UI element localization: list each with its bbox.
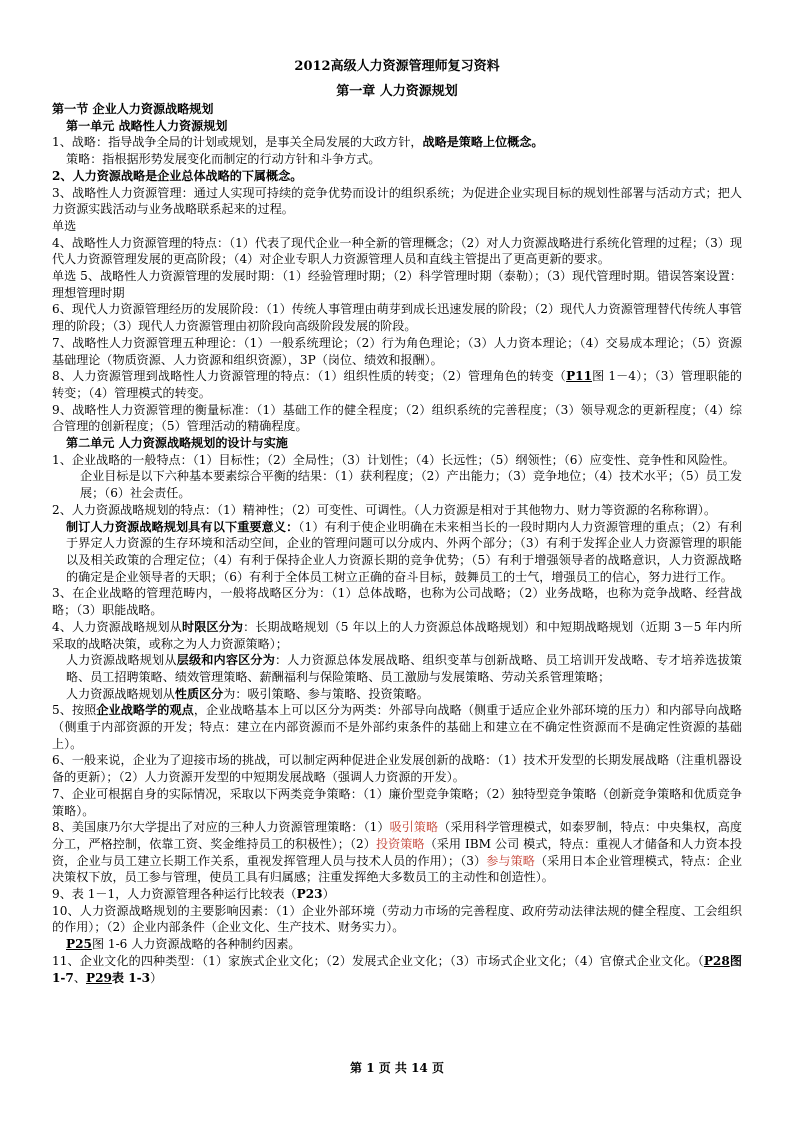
text-run: 性质区分: [174, 686, 224, 701]
text-run: 层级和内容区分为: [176, 653, 276, 668]
paragraph: [52, 652, 742, 685]
paragraph: [52, 468, 742, 501]
text-run: 2、人力资源战略是企业总体战略的下属概念。: [52, 168, 303, 183]
text-run: 3、战略性人力资源管理：通过人实现可持续的竞争优势而设计的组织系统；为促进企业实现目标的规划性部署与活动方式；把人力资源实践活动与业务战略联系起来的过程。: [52, 185, 742, 217]
paragraph: [52, 886, 742, 903]
text-run: 11、企业文化的四种类型：（1）家族式企业文化；（2）发展式企业文化；（3）市场式企业文化；（4）官僚式企业文化。（: [52, 953, 704, 968]
text-run: 4、人力资源战略规划从: [52, 619, 182, 634]
text-run: （采用 IBM 公司 模式，特点：重视人才储备和人力资本投资，企业与员工建立长期工作关系，重视发挥管理人员与技术人员的作用）；（3）: [52, 836, 742, 868]
text-run: 9、表 1－1，人力资源管理各种运行比较表（: [52, 887, 297, 902]
document-title: 2012高级人力资源管理师复习资料: [294, 59, 500, 74]
text-run: 9、战略性人力资源管理的衡量标准：（1）基础工作的健全程度；（2）组织系统的完善程度；（3）领导观念的更新程度；（4）综合管理的创新程度；（5）管理活动的精确程度。: [52, 402, 742, 434]
text-run: 制订人力资源战略规划具有以下重要意义：: [66, 519, 299, 534]
text-run: （采用科学管理模式，如泰罗制，特点：中央集权，高度分工，严格控制，依靠工资、奖金维持员工的积极性）；（2）: [52, 820, 742, 851]
text-run: 、: [73, 970, 86, 985]
chapter-title: 第一章 人力资源规划: [336, 84, 458, 99]
unit-heading: [52, 435, 742, 452]
text-run: P25: [66, 937, 92, 952]
text-run: 6、现代人力资源管理经历的发展阶段：（1）传统人事管理由萌芽到成长迅速发展的阶段；（2）现代人力资源管理替代传统人事管理的阶段；（3）现代人力资源管理由初阶段向高级阶段发展的阶段。: [52, 302, 742, 334]
text-run: 7、战略性人力资源管理五种理论：（1）一般系统理论；（2）行为角色理论；（3）人力资本理论；（4）交易成本理论；（5）资源基础理论（物质资源、人力资源和组织资源），3P（岗位、绩效和报酬）。: [52, 335, 742, 367]
text-run: 8、人力资源管理到战略性人力资源管理的特点：（1）组织性质的转变；（2）管理角色的转变（: [52, 369, 567, 384]
text-run: ：人力资源总体发展战略、组织变革与创新战略、员工培训开发战略、专才培养选拔策略、员工招聘策略、绩效管理策略、薪酬福利与保险策略、员工激励与发展策略、劳动关系管理策略；: [66, 653, 742, 684]
text-run: 策略：指根据形势发展变化而制定的行动方针和斗争方式。: [66, 152, 381, 167]
text-run: 1、战略：指导战争全局的计划或规划，是事关全局发展的大政方针，: [52, 135, 423, 150]
paragraph: [52, 235, 742, 268]
text-run: 吸引策略: [389, 820, 439, 835]
paragraph: [52, 185, 742, 218]
paragraph: [52, 402, 742, 435]
text-run: 4、战略性人力资源管理的特点：（1）代表了现代企业一种全新的管理概念；（2）对人力资源战略进行系统化管理的过程；（3）现代人力资源管理发展的更高阶段；（4）对企业专职人力资源管理人员和直线主管提出了更高更新的要求。: [52, 235, 742, 267]
paragraph: [52, 268, 742, 301]
paragraph: [52, 368, 742, 401]
text-run: P29: [85, 970, 112, 985]
text-run: 图 1-6 人力资源战略的各种制约因素。: [91, 937, 301, 952]
paragraph: [52, 936, 742, 953]
paragraph: [52, 752, 742, 785]
text-run: 图 1-7: [52, 953, 742, 985]
text-run: P28: [703, 953, 730, 968]
text-run: ）: [322, 887, 335, 902]
text-run: 企业战略学的观点: [96, 703, 194, 718]
text-run: 10、人力资源战略规划的主要影响因素：（1）企业外部环境（劳动力市场的完善程度、政府劳动法律法规的健全程度、工会组织的作用）；（2）企业内部条件（企业文化、生产技术、财务实力）。: [52, 903, 742, 935]
text-run: 战略是策略上位概念。: [422, 135, 544, 150]
text-run: （1）有利于使企业明确在未来相当长的一段时期内人力资源管理的重点；（2）有利于界定人力资源的生存环境和活动空间，企业的管理问题可以分成内、外两个部分；（3）有利于发挥企业人力资源管理的职能以及相关政策的合理定位；（4）有利于保持企业人力资源长期的竞争优势；（5）有利于增强领导者的战略意识，人力资源战略的确定是企业领导者的天职；（6）有利于全体员工树立正确的奋斗目标，鼓舞员工的士气，增强员工的信心，努力进行工作。: [66, 519, 742, 584]
section-heading: [52, 101, 742, 118]
paragraph: [52, 702, 742, 752]
page-footer: 第 1 页 共 14 页: [350, 1061, 444, 1075]
paragraph: [52, 686, 742, 703]
paragraph: [52, 301, 742, 334]
paragraph: [52, 903, 742, 936]
paragraph: [52, 151, 742, 168]
text-run: 第一单元 战略性人力资源规划: [66, 118, 228, 133]
text-run: 表 1-3: [111, 970, 151, 985]
text-run: ，企业战略基本上可以区分为两类：外部导向战略（侧重于适应企业外部环境的压力）和内部导向战略（侧重于内部资源的开发；特点：建立在内部资源而不是外部约束条件的基础上和建立在不确定性资源而不是确定性资源的基础上）。: [52, 703, 742, 751]
text-run: 投资策略: [375, 836, 425, 851]
paragraph: [52, 619, 742, 652]
text-run: 7、企业可根据自身的实际情况，采取以下两类竞争策略：（1）廉价型竞争策略；（2）独特型竞争策略（创新竞争策略和优质竞争策略）。: [52, 786, 742, 818]
unit-heading: [52, 118, 742, 135]
paragraph: [52, 819, 742, 886]
text-run: 3、在企业战略的管理范畴内，一般将战略区分为：（1）总体战略，也称为公司战略；（2）业务战略，也称为竞争战略、经营战略；（3）职能战略。: [52, 586, 742, 618]
paragraph: [52, 786, 742, 819]
document-page: [52, 58, 742, 986]
paragraph: [52, 168, 742, 185]
paragraph: [52, 953, 742, 986]
text-run: 单选: [52, 218, 77, 233]
text-run: 6、一般来说，企业为了迎接市场的挑战，可以制定两种促进企业发展创新的战略：（1）技术开发型的长期发展战略（注重机器设备的更新）；（2）人力资源开发型的中短期发展战略（强调人力资源的开发）。: [52, 753, 742, 785]
paragraph: [52, 335, 742, 368]
text-run: 8、美国康乃尔大学提出了对应的三种人力资源管理策略：（1）: [52, 820, 390, 835]
text-run: 第二单元 人力资源战略规划的设计与实施: [66, 436, 288, 451]
paragraph: [52, 134, 742, 151]
text-run: 图 1－4）；（3）管理职能的转变；（4）管理模式的转变。: [52, 369, 742, 400]
text-run: 时限区分为: [181, 619, 244, 634]
text-run: 参与策略: [486, 853, 535, 868]
text-run: 人力资源战略规划从: [66, 653, 177, 668]
text-run: P11: [566, 369, 592, 384]
text-run: 1、企业战略的一般特点：（1）目标性；（2）全局性；（3）计划性；（4）长远性；（5）纲领性；（6）应变性、竞争性和风险性。: [52, 452, 735, 467]
document-body: [52, 101, 742, 986]
paragraph: [52, 452, 742, 469]
text-run: 人力资源战略规划从: [66, 686, 175, 701]
text-run: 5、按照: [52, 703, 97, 718]
text-run: 2、人力资源战略规划的特点：（1）精神性；（2）可变性、可调性。（人力资源是相对于其他物力、财力等资源的名称称谓）。: [52, 502, 717, 517]
text-run: 为：吸引策略、参与策略、投资策略。: [223, 686, 429, 701]
text-run: 第一节 企业人力资源战略规划: [52, 102, 214, 116]
text-run: ：长期战略规划（5 年以上的人力资源总体战略规划）和中短期战略规划（近期 3－5 年内所采取的战略决策，或称之为人力资源策略）；: [52, 619, 742, 651]
text-run: （采用日本企业管理模式，特点：企业决策权下放，员工参与管理，使员工具有归属感；注重发挥绝大多数员工的主动性和创造性）。: [52, 853, 742, 885]
paragraph: [52, 585, 742, 618]
paragraph: [52, 502, 742, 519]
text-run: 企业目标是以下六种基本要素综合平衡的结果：（1）获利程度；（2）产出能力；（3）竞争地位；（4）技术水平；（5）员工发展；（6）社会责任。: [80, 469, 742, 501]
text-run: 单选 5、战略性人力资源管理的发展时期：（1）经验管理时期；（2）科学管理时期（泰勒）；（3）现代管理时期。错误答案设置：理想管理时期: [52, 269, 742, 300]
paragraph: [52, 218, 742, 235]
text-run: P23: [296, 887, 323, 902]
paragraph: [52, 519, 742, 586]
text-run: ）: [150, 970, 163, 985]
